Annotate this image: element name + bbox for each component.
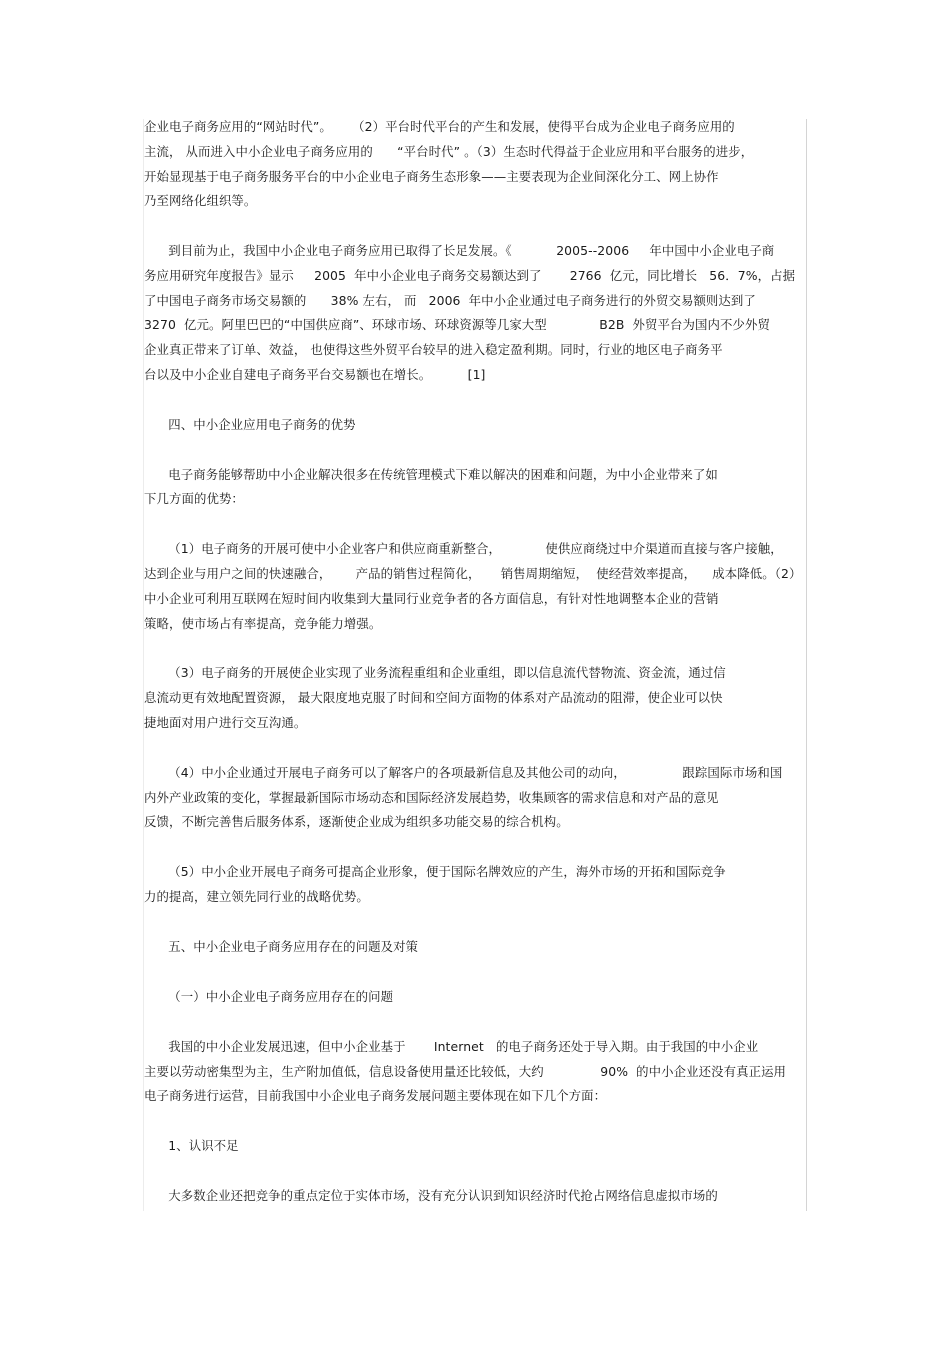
- text-line: 捷地面对用户进行交互沟通。: [144, 715, 307, 730]
- subsection-heading: 1、认识不足: [144, 1138, 239, 1153]
- text-line: 开始显现基于电子商务服务平台的中小企业电子商务生态形象——主要表现为企业间深化分工、网上协作: [144, 169, 719, 184]
- text-line: 主流， 从而进入中小企业电子商务应用的 “平台时代” 。（3）生态时代得益于企业应用和平台服务的进步，: [144, 144, 754, 159]
- text-line: 达到企业与用户之间的快速融合， 产品的销售过程简化， 销售周期缩短， 使经营效率提高， 成本降低。（2）: [144, 566, 802, 581]
- text-line: 策略，使市场占有率提高，竞争能力增强。: [144, 616, 382, 631]
- section-heading: 五、中小企业电子商务应用存在的问题及对策: [144, 939, 419, 954]
- text-line: 力的提高，建立领先同行业的战略优势。: [144, 889, 369, 904]
- text-line: （1）电子商务的开展可使中小企业客户和供应商重新整合， 使供应商绕过中介渠道而直接与客户接触，: [144, 541, 783, 556]
- section-heading: 四、中小企业应用电子商务的优势: [144, 417, 356, 432]
- text-line: 主要以劳动密集型为主，生产附加值低，信息设备使用量还比较低，大约 90% 的中小企业还没有真正运用: [144, 1064, 787, 1079]
- text-line: 乃至网络化组织等。: [144, 193, 257, 208]
- text-line: 了中国电子商务市场交易额的 38% 左右， 而 2006 年中小企业通过电子商务进行的外贸交易额则达到了: [144, 293, 756, 308]
- text-line: 3270 亿元。阿里巴巴的“中国供应商”、环球市场、环球资源等几家大型 B2B 外贸平台为国内不少外贸: [144, 317, 770, 332]
- text-line: （4）中小企业通过开展电子商务可以了解客户的各项最新信息及其他公司的动向， 跟踪国际市场和国: [144, 765, 783, 780]
- text-line: 企业真正带来了订单、效益， 也使得这些外贸平台较早的进入稳定盈利期。同时，行业的地区电子商务平: [144, 342, 723, 357]
- subsection-heading: （一）中小企业电子商务应用存在的问题: [144, 989, 394, 1004]
- text-line: 息流动更有效地配置资源， 最大限度地克服了时间和空间方面物的体系对产品流动的阻滞，使企业可以快: [144, 690, 723, 705]
- text-line: 到目前为止，我国中小企业电子商务应用已取得了长足发展。《 2005--2006 年中国中小企业电子商: [144, 243, 775, 258]
- text-line: 反馈，不断完善售后服务体系，逐渐使企业成为组织多功能交易的综合机构。: [144, 814, 569, 829]
- text-line: 台以及中小企业自建电子商务平台交易额也在增长。 [1]: [144, 367, 486, 382]
- text-line: （5）中小企业开展电子商务可提高企业形象，便于国际名牌效应的产生，海外市场的开拓和国际竞争: [144, 864, 726, 879]
- text-line: 内外产业政策的变化，掌握最新国际市场动态和国际经济发展趋势，收集顾客的需求信息和对产品的意见: [144, 790, 719, 805]
- text-line: 务应用研究年度报告》显示 2005 年中小企业电子商务交易额达到了 2766 亿元，同比增长 56．7%，占据: [144, 268, 796, 283]
- text-line: 企业电子商务应用的“网站时代”。 （2）平台时代平台的产生和发展，使得平台成为企业电子商务应用的: [144, 119, 735, 134]
- text-line: 电子商务能够帮助中小企业解决很多在传统管理模式下难以解决的困难和问题，为中小企业带来了如: [144, 467, 718, 482]
- text-line: 中小企业可利用互联网在短时间内收集到大量同行业竞争者的各方面信息，有针对性地调整本企业的营销: [144, 591, 719, 606]
- text-line: 大多数企业还把竞争的重点定位于实体市场，没有充分认识到知识经济时代抢占网络信息虚拟市场的: [144, 1188, 718, 1203]
- text-line: 下几方面的优势：: [144, 491, 244, 506]
- text-line: （3）电子商务的开展使企业实现了业务流程重组和企业重组，即以信息流代替物流、资金流，通过信: [144, 665, 726, 680]
- text-line: 我国的中小企业发展迅速，但中小企业基于 Internet 的电子商务还处于导入期。由于我国的中小企业: [144, 1039, 759, 1054]
- text-line: 电子商务进行运营，目前我国中小企业电子商务发展问题主要体现在如下几个方面：: [144, 1088, 607, 1103]
